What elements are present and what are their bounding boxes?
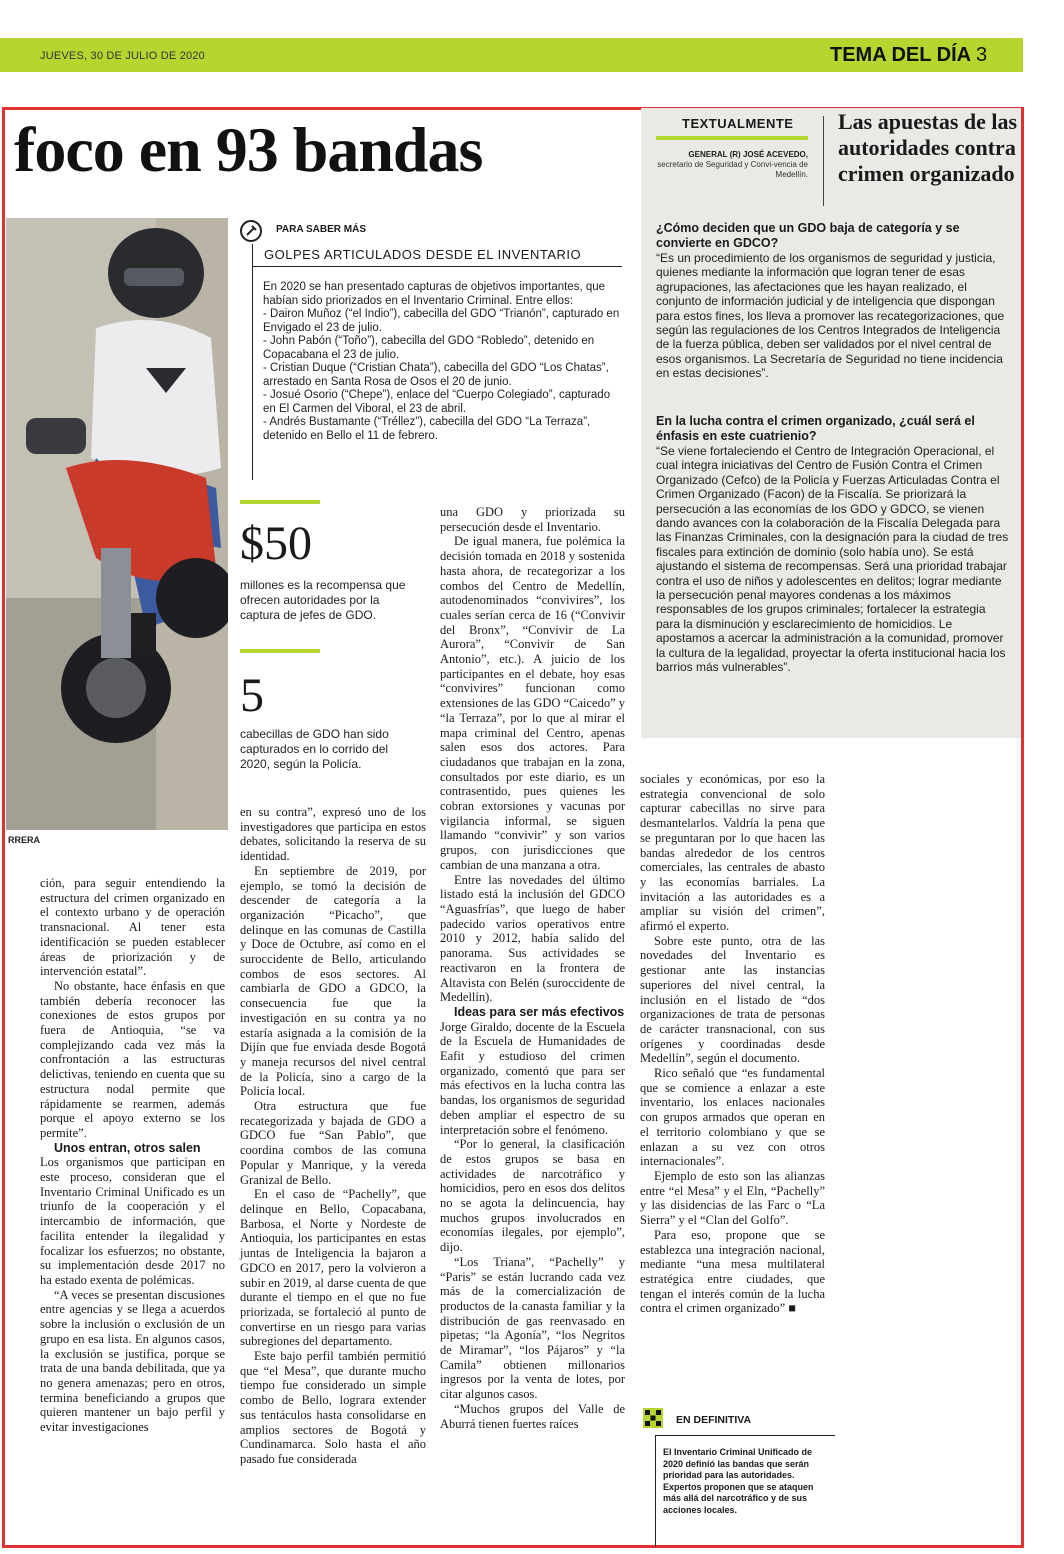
stat-value: $50 <box>240 517 312 570</box>
headline: foco en 93 bandas <box>14 114 483 185</box>
paragraph: “Por lo general, la clasificación de estos grupos se basa en actividades de narcotráfico y homicidios, pero en esos dos delitos no se agota la delincuencia, hay muchos grupos involucrados en economías ilegales, por ejemplo”, dijo. <box>440 1137 625 1255</box>
summary-side-line <box>655 1435 656 1547</box>
checker-icon <box>643 1408 663 1428</box>
capture-item: - Andrés Bustamante (“Tréllez”), cabecilla del GDO “La Terraza”, detenido en Bello el 11 de febrero. <box>263 416 591 442</box>
interviewee-role: secretario de Seguridad y Convi-vencia de Medellín. <box>657 160 808 179</box>
answer-1: “Es un procedimiento de los organismos de seguridad y justicia, quienes mediante la información que logran tener de esas agrupaciones, las afectaciones que les hayan realizado, el conjunto de información judicial y de inteligencia que dispongan para estos fines, los lleva a promover las recategorizaciones, que según las regulaciones de los Centros Integrados de Inteligencia de la fuerza pública, deben ser validados por el nivel central de esos organismos. La Secretaría de Seguridad no tiene incidencia en estas decisiones”. <box>656 251 1005 381</box>
article-column-3 <box>440 505 625 1431</box>
sidebar-divider <box>823 116 824 206</box>
capture-item: - Dairon Muñoz (“el Indio”), cabecilla del GDO “Trianón”, capturado en Envigado el 23 de julio. <box>263 308 620 334</box>
paragraph: sociales y económicas, por eso la estrategia convencional de solo capturar cabecillas no sirve para desmantelarlos. Valdría la pena que se preguntaran por lo que hacen las bandas alrededor de los centros comerciales, las centrales de abasto y las economías barriales. La invitación a las autoridades es a ampliar su visión del crimen”, afirmó el experto. <box>640 772 825 934</box>
paragraph: ción, para seguir entendiendo la estructura del crimen organizado en el contexto urbano y de operación transnacional. Al tener esta identificación se pueden establecer áreas de priorización y de intervención estatal”. <box>40 876 225 979</box>
section-name: TEMA DEL DÍA <box>830 44 971 66</box>
sidebar-label: TEXTUALMENTE <box>682 116 794 131</box>
capture-item: - Cristian Duque (“Cristian Chata”), cabecilla del GDO “Los Chatas”, arrestado en Santa Rosa de Osos el 20 de junio. <box>263 362 609 388</box>
stat-caption: cabecillas de GDO han sido capturados en lo corrido del 2020, según la Policía. <box>240 727 389 771</box>
interviewee-name: GENERAL (R) JOSÉ ACEVEDO, <box>688 150 808 159</box>
summary-top-line <box>655 1435 835 1436</box>
paragraph: “Muchos grupos del Valle de Aburrá tienen fuertes raíces <box>440 1401 625 1431</box>
stat-value: 5 <box>240 669 264 722</box>
paragraph: “A veces se presentan discusiones entre agencias y se llega a acuerdos sobre la inclusión o exclusión de un grupo en esa lista. En algunos casos, la exclusión se justifica, porque se trata de una banda debilitada, que ya no genera amenazas; pero en otros, termina beneficiando a grupos que quieren mantener un bajo perfil y evitar investigaciones <box>40 1287 225 1435</box>
question-1: ¿Cómo deciden que un GDO baja de categoría y se convierte en GDCO? <box>656 221 960 250</box>
box-divider-vertical <box>252 244 253 480</box>
info-icon <box>240 220 262 242</box>
photo-credit: RRERA <box>8 835 41 845</box>
summary-label: EN DEFINITIVA <box>676 1414 752 1426</box>
article-column-1 <box>40 876 225 1435</box>
subheading: Ideas para ser más efectivos <box>454 1004 625 1019</box>
subheading: Unos entran, otros salen <box>54 1140 201 1155</box>
paragraph: En el caso de “Pachelly”, que delinque en Bello, Copacabana, Barbosa, el Norte y Nordeste de Antioquia, los participantes en estas juntas de Inteligencia la bajaron a GDCO en 2017, pero la volvieron a subir en 2019, al darse cuenta de que durante el tiempo en el que no fue priorizada, se fortaleció al punto de convertirse en un riesgo para varias subregiones del departamento. <box>240 1187 426 1349</box>
issue-date: JUEVES, 30 DE JULIO DE 2020 <box>40 50 205 62</box>
paragraph: Sobre este punto, otra de las novedades del Inventario es gestionar ante las instancias superiores del nivel central, la inclusión en el listado de “dos organizaciones de trata de personas de carácter transnacional, con sus orígenes y coordinadas desde Medellín”, según el documento. <box>640 933 825 1066</box>
question-2: En la lucha contra el crimen organizado, ¿cuál será el énfasis en este cuatrienio? <box>656 414 975 443</box>
sidebar-accent-line <box>656 136 808 140</box>
box-label: PARA SABER MÁS <box>276 224 367 235</box>
summary-text: El Inventario Criminal Unificado de 2020 definió las bandas que serán prioridad para las autoridades. Expertos proponen que se ataquen más allá del narcotráfico y de sus acciones locales. <box>663 1447 814 1515</box>
sidebar-title: Las apuestas de las autoridades contra crimen organizado <box>838 109 1018 186</box>
paragraph: Rico señaló que “es fundamental que se comience a enlazar a este inventario, los enlaces nacionales con grupos armados que operan en el territorio colombiano y que se enlazan a su vez con otros internacionales”. <box>640 1066 825 1169</box>
answer-2: “Se viene fortaleciendo el Centro de Integración Operacional, el cual integra iniciativas del Centro de Fusión Contra el Crimen Organizado (Cefco) de la Policía y Fuerzas Articuladas Contra el Crimen Organizado (Facon) de la Fiscalía. Se priorizará la persecución a las economías de los GDO y GDCO, se vienen dando avances con la colaboración de la Fiscalía Delegada para las Finanzas Criminales, con la designación para la ciudad de tres fiscales para extinción de dominio (solo había uno). Se está ajustando el sistema de recompensas. Será una prioridad trabajar contra el uso de niños y adolescentes en delitos; lograr mediante la persecución penal mayores condenas a los máximos responsables de los grupos criminales; fortalecer la estrategia para la disminución y esclarecimiento de homicidios. Le apostamos a acercar la administración a la comunidad, promover la cultura de la legalidad, proyectar la oferta institucional hacia los barrios más vulnerables”. <box>656 444 1009 675</box>
paragraph: en su contra”, expresó uno de los investigadores que participa en estos debates, solicitando la reserva de su identidad. <box>240 805 426 864</box>
paragraph: Otra estructura que fue recategorizada y bajada de GDO a GDCO fue “San Pablo”, que coordina combos de las comuna Popular y Manrique, y la vereda Granizal de Bello. <box>240 1099 426 1187</box>
article-photo <box>6 218 228 830</box>
capture-item: - Josué Osorio (“Chepe”), enlace del “Cuerpo Colegiado”, capturado en El Carmen del Viboral, el 23 de abril. <box>263 389 611 415</box>
box-title: GOLPES ARTICULADOS DESDE EL INVENTARIO <box>264 247 582 262</box>
box-divider-horizontal <box>252 266 622 267</box>
paragraph: De igual manera, fue polémica la decisión tomada en 2018 y sostenida hasta ahora, de recategorizar a los combos del Centro de Medellín, autodenominados “convivires”, los cuales serían cerca de 16 (“Convivir del Bronx”, “Convivir de La Aurora”, “Convivir de San Antonio”, etc.). A juicio de los participantes en el debate, hoy esas “convivires” funcionan como extensiones de las GDO “Caicedo” y “la Terraza”, por lo que al mirar el mapa criminal del Centro, apenas salen esos dos actores. Para ciudadanos que trabajan en la zona, consultados por este diario, es un contrasentido, pues quienes les cobran extorsiones y vacunas por vigilancia informal, se siguen llamando “convivir” y son varios grupos, con jurisdicciones que cambian de una manzana a otra. <box>440 534 626 872</box>
stat-accent-line <box>240 649 320 653</box>
paragraph: Entre las novedades del último listado está la inclusión del GDCO “Aguasfrías”, que luego de haber padecido varios operativos entre 2010 y 2012, había salido del panorama. Sus actividades se reactivaron en la frontera de Altavista con Belén (suroccidente de Medellín). <box>440 872 625 1005</box>
paragraph: una GDO y priorizada su persecución desde el Inventario. <box>440 505 625 534</box>
box-intro: En 2020 se han presentado capturas de objetivos importantes, que habían sido priorizados en el Inventario Criminal. Entre ellos: <box>263 281 606 307</box>
page-number: 3 <box>975 44 988 66</box>
article-column-2 <box>240 805 426 1467</box>
paragraph: Jorge Giraldo, docente de la Escuela de la Escuela de Humanidades de Eafit y estudioso del crimen organizado, comentó que para ser más efectivos en la lucha contra las bandas, los organismos de seguridad deben ampliar el espectro de su interpretación sobre el fenómeno. <box>440 1019 625 1137</box>
article-column-4 <box>640 772 825 1316</box>
paragraph: Los organismos que participan en este proceso, consideran que el Inventario Criminal Unificado es un triunfo de la cooperación y el intercambio de información, que facilita entender la ilegalidad y focalizar los esfuerzos; no obstante, su implementación desde 2017 no ha estado exenta de polémicas. <box>40 1155 225 1287</box>
motorcycle-rider-illustration <box>6 218 228 830</box>
section-title <box>830 44 987 67</box>
paragraph: En septiembre de 2019, por ejemplo, se tomó la decisión de descender de categoría a la organización “Picacho”, que delinque en las comunas de Castilla y Doce de Octubre, así como en el suroccidente de Bello, articulando combos de esos sectores. Al cambiarla de GDO a GDCO, la consecuencia fue que la investigación en su contra ya no estaría asignada a la comisión de la Dijín que fue enviada desde Bogotá y maneja recursos del nivel central de la Policía, sino a cargo de la Policía local. <box>240 863 426 1099</box>
paragraph: Este bajo perfil también permitió que “el Mesa”, que durante mucho tiempo fue considerado un simple combo de Bello, lograra extender sus tentáculos hasta consolidarse en amplios sectores de Bogotá y Cundinamarca. Solo hasta el año pasado fue considerada <box>240 1349 426 1466</box>
capture-item: - John Pabón (“Toño”), cabecilla del GDO “Robledo”, detenido en Copacabana el 23 de julio. <box>263 335 595 361</box>
box-body <box>263 281 621 443</box>
paragraph: Ejemplo de esto son las alianzas entre “el Mesa” y el Eln, “Pachelly” y las disidencias de las Farc o “La Sierra” y el “Clan del Golfo”. <box>640 1168 825 1228</box>
paragraph: No obstante, hace énfasis en que también debería reconocer las conexiones de estos grupos por fuera de Antioquia, “se va complejizando cada vez más la confrontación a las estructuras delictivas, teniendo en cuenta que su estructura nodal permite que rápidamente se rearmen, además porque el apoyo externo se los permite”. <box>40 978 225 1140</box>
paragraph: “Los Triana”, “Pachelly” y “Paris” se están lucrando cada vez más de la comercialización de productos de la canasta familiar y la distribución de gas reenvasado en pipetas; “la Agonía”, “los Negritos de Miramar”, “los Pájaros” y “la Camila” obtienen millonarios ingresos por la venta de lotes, por citar algunos casos. <box>440 1254 625 1402</box>
stat-caption: millones es la recompensa que ofrecen autoridades por la captura de jefes de GDO. <box>240 578 406 622</box>
paragraph: Para eso, propone que se establezca una integración nacional, mediante “una mesa multilateral estratégica entre ciudades, que tengan el interés común de la lucha contra el crimen organizado” ■ <box>640 1227 825 1316</box>
stat-accent-line <box>240 500 320 504</box>
